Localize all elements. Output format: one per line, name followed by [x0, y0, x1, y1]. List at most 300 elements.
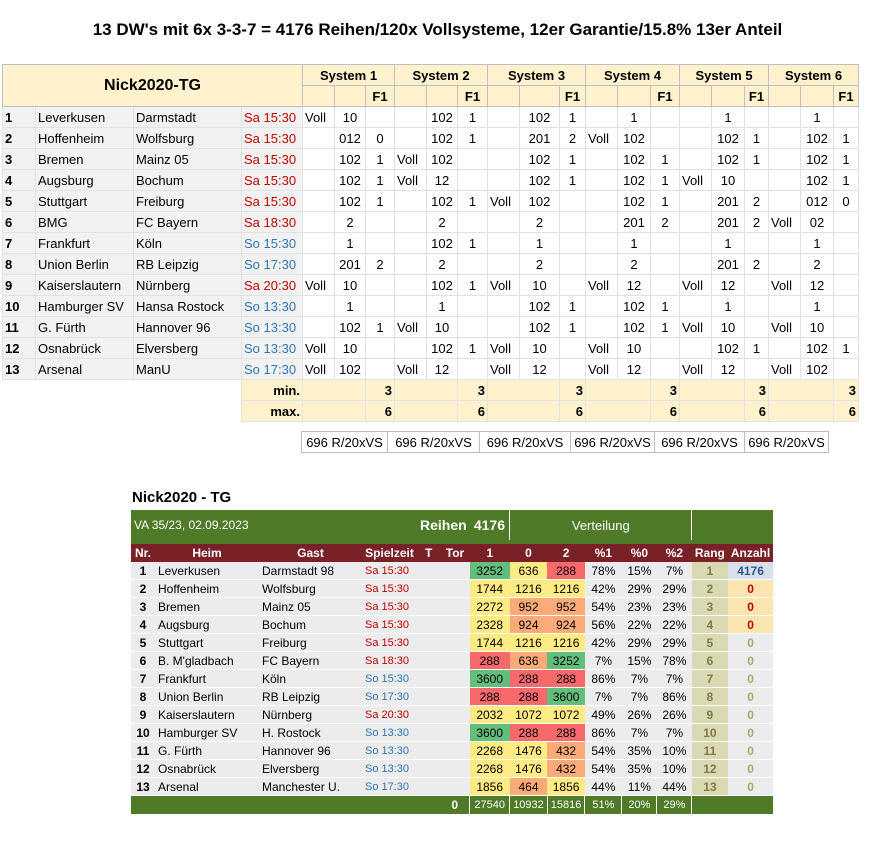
away-team: Elversberg [259, 760, 362, 778]
count-c1: 3600 [470, 670, 510, 688]
tip-value: 1 [712, 107, 745, 128]
f1-value [834, 254, 859, 275]
rang: 12 [692, 760, 728, 778]
f1-value: 1 [458, 128, 488, 149]
tip-value: 102 [335, 149, 366, 170]
result-t [417, 634, 440, 652]
result-t [417, 760, 440, 778]
match-row [3, 170, 859, 191]
column-header: T [417, 544, 440, 562]
count-c1: 3252 [470, 562, 510, 580]
column-header: 1 [470, 544, 510, 562]
rang: 3 [692, 598, 728, 616]
voll-marker [303, 233, 335, 254]
tip-value: 10 [427, 317, 458, 338]
f1-value [560, 233, 586, 254]
f1-label: F1 [834, 86, 859, 107]
tip-value: 2 [520, 254, 560, 275]
f1-value [834, 359, 859, 380]
percent-p1: 56% [585, 616, 622, 634]
percent-p2: 23% [657, 598, 692, 616]
match-nr: 12 [3, 338, 36, 359]
tip-value: 102 [618, 191, 651, 212]
home-team: Arsenal [155, 778, 259, 796]
tipper-name: Nick2020-TG [3, 65, 303, 107]
voll-marker [488, 128, 520, 149]
tip-value: 102 [335, 359, 366, 380]
kickoff-time: So 15:30 [242, 233, 303, 254]
column-header-row [131, 544, 773, 562]
min-value: 3 [745, 380, 769, 401]
tip-value: 10 [618, 338, 651, 359]
tip-value: 102 [427, 338, 458, 359]
kickoff-time: Sa 15:30 [362, 634, 417, 652]
voll-marker [488, 233, 520, 254]
tip-value: 102 [335, 191, 366, 212]
f1-value: 2 [745, 254, 769, 275]
f1-value [366, 296, 395, 317]
tip-value: 201 [712, 191, 745, 212]
column-header: Spielzeit [362, 544, 417, 562]
home-team: Leverkusen [155, 562, 259, 580]
result-tor [440, 652, 469, 670]
min-label: min. [242, 380, 303, 401]
system-rows-summary: 696 R/20xVS [571, 432, 655, 453]
home-team: Augsburg [36, 170, 134, 191]
match-nr: 13 [131, 778, 155, 796]
anzahl: 0 [728, 652, 773, 670]
f1-value: 1 [560, 149, 586, 170]
tip-value: 102 [335, 170, 366, 191]
summary-bar [131, 510, 773, 540]
match-row [3, 254, 859, 275]
tip-value: 102 [712, 338, 745, 359]
voll-marker [395, 275, 427, 296]
tip-value: 102 [520, 317, 560, 338]
voll-marker [680, 212, 712, 233]
f1-value [366, 359, 395, 380]
tip-value: 102 [618, 128, 651, 149]
distribution-row [131, 760, 773, 778]
away-team: FC Bayern [259, 652, 362, 670]
voll-marker [680, 233, 712, 254]
tip-value: 102 [618, 149, 651, 170]
distribution-row [131, 562, 773, 580]
voll-marker: Voll [586, 359, 618, 380]
f1-value: 1 [834, 338, 859, 359]
column-header: Tor [440, 544, 469, 562]
match-nr: 5 [131, 634, 155, 652]
column-header: %2 [657, 544, 692, 562]
percent-p0: 7% [622, 724, 657, 742]
away-team: Wolfsburg [259, 580, 362, 598]
result-tor [440, 670, 469, 688]
f1-value: 1 [834, 149, 859, 170]
f1-value [745, 317, 769, 338]
voll-marker: Voll [303, 359, 335, 380]
tip-value: 10 [712, 170, 745, 191]
header-spacer [427, 86, 458, 107]
tip-value: 10 [335, 107, 366, 128]
result-tor [440, 688, 469, 706]
anzahl: 0 [728, 778, 773, 796]
tip-value: 102 [520, 149, 560, 170]
anzahl: 0 [728, 580, 773, 598]
mm-spacer [303, 380, 366, 401]
f1-value [458, 359, 488, 380]
voll-marker [680, 338, 712, 359]
max-value: 6 [560, 401, 586, 422]
result-tor [440, 634, 469, 652]
voll-marker: Voll [303, 275, 335, 296]
f1-value: 1 [458, 338, 488, 359]
tip-value: 10 [801, 317, 834, 338]
match-row [3, 338, 859, 359]
match-nr: 9 [131, 706, 155, 724]
kickoff-time: Sa 15:30 [242, 128, 303, 149]
voll-marker [769, 233, 801, 254]
mm-spacer [395, 401, 458, 422]
f1-value [651, 233, 680, 254]
count-c0: 464 [510, 778, 548, 796]
match-nr: 2 [131, 580, 155, 598]
f1-value [745, 233, 769, 254]
tip-value: 102 [801, 359, 834, 380]
tip-value: 102 [335, 317, 366, 338]
min-value: 3 [834, 380, 859, 401]
percent-p0: 35% [622, 742, 657, 760]
min-row [3, 380, 859, 401]
distribution-row [131, 706, 773, 724]
voll-marker [680, 107, 712, 128]
result-t [417, 670, 440, 688]
percent-p0: 35% [622, 760, 657, 778]
home-team: Kaiserslautern [36, 275, 134, 296]
header-spacer [801, 86, 834, 107]
f1-label: F1 [366, 86, 395, 107]
tip-value: 1 [712, 296, 745, 317]
f1-value [458, 296, 488, 317]
max-row [3, 401, 859, 422]
match-nr: 4 [3, 170, 36, 191]
tip-value: 102 [427, 149, 458, 170]
away-team: Elversberg [134, 338, 242, 359]
f1-value: 2 [560, 128, 586, 149]
tip-value: 2 [427, 212, 458, 233]
system-table [2, 64, 859, 422]
percent-p1: 44% [585, 778, 622, 796]
tip-value: 12 [520, 359, 560, 380]
match-nr: 13 [3, 359, 36, 380]
tip-value: 102 [520, 296, 560, 317]
result-t [417, 724, 440, 742]
voll-marker [680, 296, 712, 317]
result-tor [440, 724, 469, 742]
match-nr: 5 [3, 191, 36, 212]
voll-marker [395, 233, 427, 254]
tip-value: 1 [801, 233, 834, 254]
reihen-label: Reihen [417, 510, 470, 540]
result-tor [440, 742, 469, 760]
tip-value: 102 [427, 233, 458, 254]
result-t [417, 688, 440, 706]
home-team: Leverkusen [36, 107, 134, 128]
voll-marker [680, 191, 712, 212]
f1-value: 1 [560, 107, 586, 128]
match-nr: 1 [3, 107, 36, 128]
home-team: Stuttgart [155, 634, 259, 652]
tip-value: 10 [712, 317, 745, 338]
kickoff-time: Sa 20:30 [362, 706, 417, 724]
tip-value: 1 [801, 296, 834, 317]
f1-value [560, 212, 586, 233]
anzahl: 0 [728, 760, 773, 778]
voll-marker: Voll [586, 128, 618, 149]
tip-value: 102 [427, 128, 458, 149]
header-spacer [618, 86, 651, 107]
voll-marker [488, 254, 520, 275]
tip-value: 2 [520, 212, 560, 233]
percent-p0: 15% [622, 562, 657, 580]
home-team: Osnabrück [155, 760, 259, 778]
voll-marker [395, 254, 427, 275]
percent-p0: 26% [622, 706, 657, 724]
mm-spacer [488, 401, 560, 422]
away-team: Mainz 05 [134, 149, 242, 170]
match-nr: 6 [131, 652, 155, 670]
f1-value [651, 275, 680, 296]
match-row [3, 233, 859, 254]
home-team: Stuttgart [36, 191, 134, 212]
header-spacer [712, 86, 745, 107]
distribution-row [131, 670, 773, 688]
home-team: B. M'gladbach [155, 652, 259, 670]
voll-marker [769, 149, 801, 170]
voll-marker: Voll [488, 338, 520, 359]
kickoff-time: Sa 15:30 [242, 149, 303, 170]
tip-value: 102 [801, 170, 834, 191]
tip-value: 02 [801, 212, 834, 233]
home-team: Kaiserslautern [155, 706, 259, 724]
away-team: FC Bayern [134, 212, 242, 233]
max-value: 6 [834, 401, 859, 422]
tip-value: 12 [712, 275, 745, 296]
rang: 8 [692, 688, 728, 706]
percent-p2: 10% [657, 760, 692, 778]
match-nr: 8 [131, 688, 155, 706]
tip-value: 12 [618, 275, 651, 296]
page-title: 13 DW's mit 6x 3-3-7 = 4176 Reihen/120x Vollsysteme, 12er Garantie/15.8% 13er Anteil [92, 20, 783, 39]
kickoff-time: So 13:30 [362, 724, 417, 742]
voll-marker: Voll [395, 149, 427, 170]
distribution-row [131, 634, 773, 652]
tip-value: 102 [618, 296, 651, 317]
f1-value: 1 [745, 149, 769, 170]
f1-value [366, 233, 395, 254]
f1-value: 1 [651, 170, 680, 191]
count-c1: 1856 [470, 778, 510, 796]
voll-marker [586, 107, 618, 128]
count-c2: 1072 [547, 706, 585, 724]
header-spacer [520, 86, 560, 107]
result-tor [440, 760, 469, 778]
column-header: Rang [692, 544, 728, 562]
tip-value: 201 [712, 212, 745, 233]
count-c2: 3252 [547, 652, 585, 670]
kickoff-time: Sa 15:30 [362, 598, 417, 616]
tip-value: 12 [712, 359, 745, 380]
voll-marker [769, 296, 801, 317]
column-header: %0 [622, 544, 657, 562]
system-header: System 5 [680, 65, 769, 86]
f1-value [834, 275, 859, 296]
tip-value: 201 [712, 254, 745, 275]
voll-marker [395, 212, 427, 233]
f1-value [560, 254, 586, 275]
header-spacer [488, 86, 520, 107]
match-nr: 1 [131, 562, 155, 580]
voll-marker [586, 317, 618, 338]
match-nr: 12 [131, 760, 155, 778]
header-spacer [303, 86, 335, 107]
column-header: 0 [510, 544, 548, 562]
match-row [3, 317, 859, 338]
home-team: Union Berlin [155, 688, 259, 706]
column-header: Nr. [131, 544, 155, 562]
result-t [417, 562, 440, 580]
match-nr: 8 [3, 254, 36, 275]
rang: 7 [692, 670, 728, 688]
min-value: 3 [366, 380, 395, 401]
count-c2: 3600 [547, 688, 585, 706]
percent-p0: 22% [622, 616, 657, 634]
voll-marker [680, 149, 712, 170]
match-nr: 11 [131, 742, 155, 760]
voll-marker [303, 254, 335, 275]
distribution-row [131, 598, 773, 616]
rows-summary-table [301, 431, 829, 453]
f1-value: 1 [366, 191, 395, 212]
percent-p2: 7% [657, 670, 692, 688]
rang: 6 [692, 652, 728, 670]
anzahl: 0 [728, 634, 773, 652]
count-c0: 636 [510, 652, 548, 670]
voll-marker [303, 212, 335, 233]
min-value: 3 [651, 380, 680, 401]
kickoff-time: Sa 18:30 [362, 652, 417, 670]
tip-value: 102 [520, 107, 560, 128]
count-c1: 2268 [470, 760, 510, 778]
tip-value: 12 [427, 359, 458, 380]
f1-value: 1 [366, 149, 395, 170]
kickoff-time: So 17:30 [242, 359, 303, 380]
rang: 11 [692, 742, 728, 760]
tip-value: 102 [427, 275, 458, 296]
home-team: Frankfurt [155, 670, 259, 688]
f1-value: 2 [745, 191, 769, 212]
f1-value [458, 149, 488, 170]
voll-marker [488, 317, 520, 338]
f1-value [745, 170, 769, 191]
home-team: BMG [36, 212, 134, 233]
f1-value [366, 275, 395, 296]
kickoff-time: So 13:30 [362, 760, 417, 778]
percent-p1: 7% [585, 652, 622, 670]
f1-value [560, 359, 586, 380]
f1-value [458, 254, 488, 275]
away-team: RB Leipzig [134, 254, 242, 275]
result-tor [440, 616, 469, 634]
tip-value: 102 [712, 128, 745, 149]
max-value: 6 [651, 401, 680, 422]
kickoff-time: Sa 18:30 [242, 212, 303, 233]
voll-marker [303, 149, 335, 170]
mm-spacer [303, 401, 366, 422]
percent-p0: 11% [622, 778, 657, 796]
kickoff-time: So 13:30 [242, 338, 303, 359]
verteilung-label: Verteilung [510, 510, 692, 540]
f1-value [745, 275, 769, 296]
voll-marker [586, 233, 618, 254]
f1-value: 0 [366, 128, 395, 149]
match-nr: 10 [3, 296, 36, 317]
tip-value: 1 [427, 296, 458, 317]
voll-marker [769, 254, 801, 275]
footer-row [131, 796, 773, 815]
home-team: Bremen [155, 598, 259, 616]
f1-value: 1 [560, 170, 586, 191]
percent-p1: 42% [585, 634, 622, 652]
away-team: Wolfsburg [134, 128, 242, 149]
tip-value: 2 [427, 254, 458, 275]
distribution-title: Nick2020 - TG [132, 489, 232, 506]
match-row [3, 212, 859, 233]
result-t [417, 616, 440, 634]
count-c0: 1476 [510, 742, 548, 760]
match-nr: 9 [3, 275, 36, 296]
match-nr: 6 [3, 212, 36, 233]
footer-p2: 29% [657, 796, 692, 815]
mm-spacer [680, 401, 745, 422]
f1-value: 2 [366, 254, 395, 275]
count-c1: 2268 [470, 742, 510, 760]
system-rows-summary: 696 R/20xVS [480, 432, 571, 453]
home-team: Arsenal [36, 359, 134, 380]
away-team: Freiburg [134, 191, 242, 212]
f1-value [651, 359, 680, 380]
rang: 13 [692, 778, 728, 796]
tip-value: 201 [618, 212, 651, 233]
system-header: System 3 [488, 65, 586, 86]
count-c2: 288 [547, 670, 585, 688]
tip-value: 201 [335, 254, 366, 275]
count-c0: 952 [510, 598, 548, 616]
kickoff-time: So 13:30 [242, 296, 303, 317]
distribution-row [131, 580, 773, 598]
voll-marker: Voll [680, 317, 712, 338]
f1-value [834, 317, 859, 338]
footer-p1: 51% [585, 796, 622, 815]
voll-marker: Voll [680, 359, 712, 380]
voll-marker: Voll [769, 212, 801, 233]
count-c1: 288 [470, 652, 510, 670]
count-c0: 924 [510, 616, 548, 634]
home-team: Osnabrück [36, 338, 134, 359]
tip-value: 102 [427, 107, 458, 128]
voll-marker [488, 170, 520, 191]
max-value: 6 [366, 401, 395, 422]
away-team: Nürnberg [134, 275, 242, 296]
